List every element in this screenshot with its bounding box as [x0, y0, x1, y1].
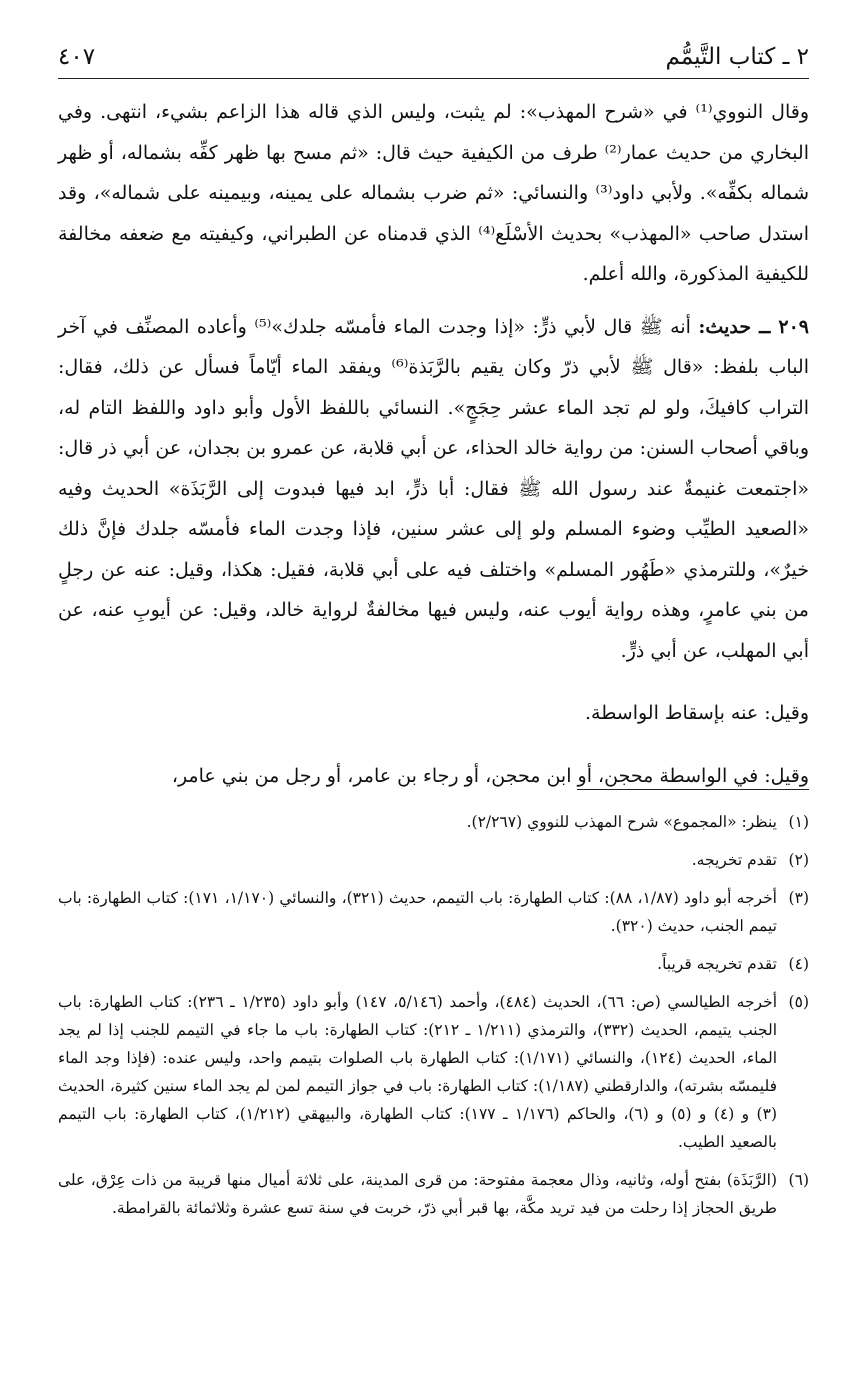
- chapter-title: ٢ ـ كتاب التَّيمُّم: [665, 44, 809, 70]
- footnote-number: (٢): [788, 851, 809, 869]
- paragraph-text: أنه ﷺ قال لأبي ذرٍّ: «إذا وجدت الماء فأمسّه جلدك»⁽⁵⁾ وأعاده المصنِّف في آخر الباب بلفظ: «قال ﷺ لأبي ذرّ وكان يقيم بالرَّبَذة⁽⁶⁾ ويفقد الماء أيّاماً فسأل عن ذلك، فقال: التراب كافيكَ، ولو لم تجد الماء عشر حِجَجٍ». النسائي باللفظ الأول وأبو داود واللفظ التام له، وباقي أصحاب السنن: من رواية خالد الحذاء، عن أبي قلابة، عن عمرو بن بجدان، عن أبي ذر قال: «اجتمعت غنيمةٌ عند رسول الله ﷺ فقال: أبا ذرٍّ، ابد فيها فبدوت إلى الرَّبَذَة» الحديث وفيه «الصعيد الطيِّب وضوء المسلم ولو إلى عشر سنين، فإذا وجدت الماء فأمسّه جلدك فإنَّ ذلك خيرٌ»، وللترمذي «طَهُور المسلم» واختلف فيه على أبي قلابة، فقيل: هكذا، وقيل: عنه عن رجلٍ من بني عامرٍ، وهذه رواية أيوب عنه، وليس فيها مخالفةٌ لرواية خالد، وقيل: عن أيوبِ عنه، عن أبي المهلب، عن أبي ذرٍّ.: [58, 315, 809, 662]
- hadith-marker: ٢٠٩ ــ حديث:: [698, 315, 809, 338]
- footnotes: [58, 808, 809, 1232]
- page-number: ٤٠٧: [58, 44, 96, 70]
- footnote: [58, 1166, 809, 1222]
- footnote-number: (٣): [788, 889, 809, 907]
- paragraph: [58, 92, 809, 295]
- footnote: [58, 884, 809, 940]
- footnote-number: (٥): [788, 993, 809, 1011]
- paragraph-text: وقيل: عنه بإسقاط الواسطة.: [584, 702, 809, 724]
- footnote-number: (٤): [788, 955, 809, 973]
- footnote-text: أخرجه أبو داود (١/٨٧، ٨٨): كتاب الطهارة: باب التيمم، حديث (٣٢١)، والنسائي (١/١٧٠، ١٧١): كتاب الطهارة: باب تيمم الجنب، حديث (٣٢٠).: [58, 889, 777, 935]
- paragraph: [58, 693, 809, 734]
- main-text: [58, 92, 809, 796]
- footnote-divider: [577, 789, 809, 790]
- footnote-text: ينظر: «المجموع» شرح المهذب للنووي (٢/٢٦٧).: [466, 813, 777, 831]
- page-header: [58, 38, 809, 79]
- footnote-text: تقدم تخريجه.: [691, 851, 777, 869]
- footnote-number: (٦): [788, 1171, 809, 1189]
- footnote: [58, 950, 809, 978]
- footnote: [58, 988, 809, 1156]
- hadith-paragraph: [58, 307, 809, 672]
- footnote: [58, 808, 809, 836]
- footnote-number: (١): [788, 813, 809, 831]
- footnote-text: أخرجه الطيالسي (ص: ٦٦)، الحديث (٤٨٤)، وأحمد (٥/١٤٦، ١٤٧) وأبو داود (١/٢٣٥ ـ ٢٣٦): كتاب الطهارة: باب الجنب يتيمم، الحديث (٣٣٢)، والترمذي (١/٢١١ ـ ٢١٢): كتاب الطهارة: باب ما جاء في التيمم للجنب إذا لم يجد الماء، الحديث (١٢٤)، والنسائي (١/١٧١): كتاب الطهارة باب الصلوات بتيمم واحد، وليس عنده: (فإذا وجد الماء فليمسّه بشرته)، والدارقطني (١/١٨٧): كتاب الطهارة: باب في جواز التيمم لمن لم يجد الماء سنين كثيرة، الحديث (٣) و (٤) و (٥) و (٦)، والحاكم (١/١٧٦ ـ ١٧٧): كتاب الطهارة، والبيهقي (١/٢١٢)، كتاب الطهارة: باب التيمم بالصعيد الطيب.: [58, 993, 778, 1151]
- paragraph-text: وقال النووي⁽¹⁾ في «شرح المهذب»: لم يثبت، وليس الذي قاله هذا الزاعم بشيء، انتهى. وفي البخاري من حديث عمار⁽²⁾ طرف من الكيفية حيث قال: «ثم مسح بها ظهر كفِّه بشماله، أو ظهر شماله بكفِّه». ولأبي داود⁽³⁾ والنسائي: «ثم ضرب بشماله على يمينه، وبيمينه على شماله»، وقد استدل صاحب «المهذب» بحديث الأسْلَع⁽⁴⁾ الذي قدمناه عن الطبراني، وكيفيته مع ضعفه مخالفة للكيفية المذكورة، والله أعلم.: [58, 101, 810, 285]
- footnote-text: (الرَّبَذَة) بفتح أوله، وثانيه، وذال معجمة مفتوحة: من قرى المدينة، على ثلاثة أميال منها قريبة من ذات عِرْق، على طريق الحجاز إذا رحلت من فيد تريد مكَّة، بها قبر أبي ذرّ، خربت في سنة تسع عشرة وثلاثمائة بالقرامطة.: [58, 1171, 777, 1217]
- paragraph-text: وقيل: في الواسطة محجن، أو ابن محجن، أو رجاء بن عامر، أو رجل من بني عامر،: [171, 764, 809, 787]
- footnote: [58, 846, 809, 874]
- footnote-text: تقدم تخريجه قريباً.: [657, 955, 777, 973]
